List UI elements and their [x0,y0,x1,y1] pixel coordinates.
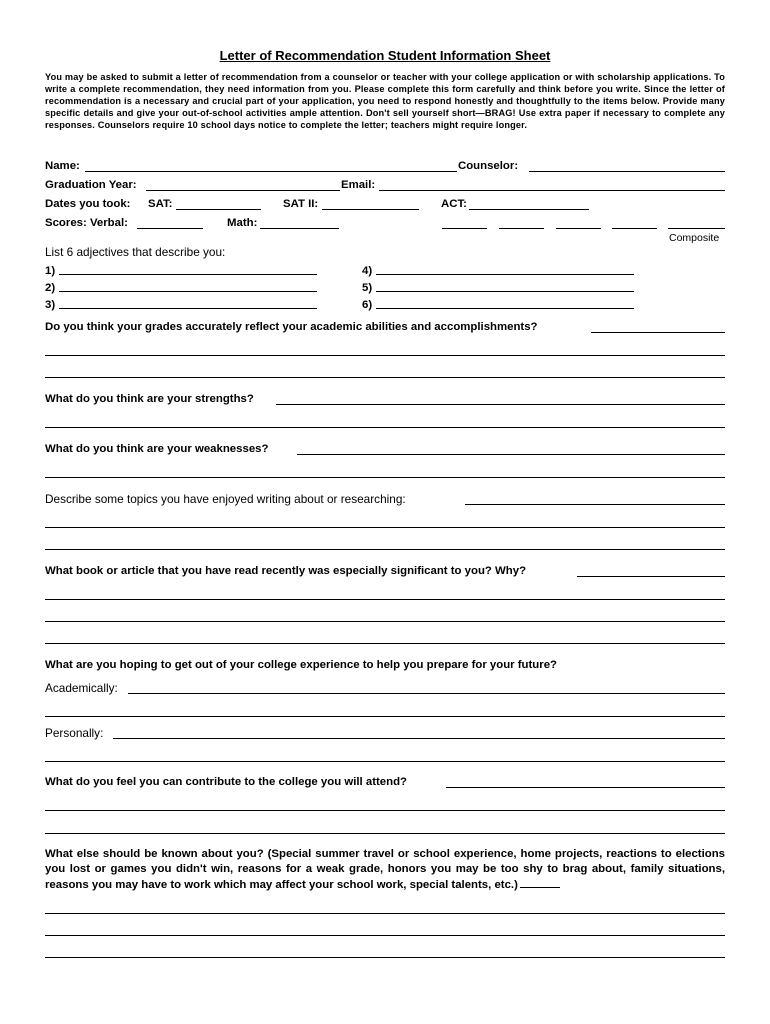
intro-paragraph: You may be asked to submit a letter of recommendation from a counselor or teacher with your college application or with scholarship applications. To write a complete recommendation, they need information from you. Please complete this form carefully and think before you write. Since the letter of recommendation is a necessary and crucial part of your application, you need to respond honestly and thoughtfully to the items below. Provide many specific details and give your out-of-school activities ample attention. Don't sell yourself short—BRAG! Use extra paper if necessary to complete any responses. Counselors require 10 school days notice to complete the letter; teachers might require longer. [45,72,725,131]
adjective-1-field[interactable] [59,274,317,275]
graduation-year-label: Graduation Year: [45,179,137,191]
topics-answer-field[interactable] [465,504,725,505]
dates-row [45,196,725,212]
answer-line[interactable] [45,549,725,550]
page-title: Letter of Recommendation Student Information Sheet [219,48,551,63]
adjective-number: 6) [362,299,373,311]
adjective-number: 4) [362,265,373,277]
answer-line[interactable] [45,377,725,378]
adjective-3-field[interactable] [59,308,317,309]
else-question-text: What else should be known about you? (Special summer travel or school experience, home projects, reactions to elections you lost or games you didn't win, reasons for a weak grade, honors you may be too shy to brag about, family situations, reasons you may have to work which may affect your school work, special talents, etc.) [45,848,725,891]
academically-field[interactable] [128,693,725,694]
answer-line[interactable] [45,599,725,600]
answer-line[interactable] [45,810,725,811]
sat2-label: SAT II: [283,198,319,210]
adjective-number: 2) [45,282,56,294]
email-field[interactable] [379,190,725,191]
form-page [45,0,725,1024]
answer-line[interactable] [45,621,725,622]
adjective-5-field[interactable] [376,291,634,292]
answer-line[interactable] [45,643,725,644]
dates-took-label: Dates you took: [45,198,131,210]
weaknesses-question: What do you think are your weaknesses? [45,443,269,455]
personally-field[interactable] [113,738,725,739]
act-label: ACT: [441,198,467,210]
adjective-number: 1) [45,265,56,277]
email-label: Email: [341,179,376,191]
academically-label: Academically: [45,681,118,695]
act-score-1-field[interactable] [442,228,487,229]
act-score-4-field[interactable] [612,228,657,229]
sat2-field[interactable] [322,209,419,210]
adjective-2-field[interactable] [59,291,317,292]
answer-line[interactable] [45,527,725,528]
weaknesses-answer-field[interactable] [297,454,725,455]
answer-line[interactable] [45,477,725,478]
answer-line[interactable] [45,716,725,717]
graduation-year-field[interactable] [146,190,340,191]
adjectives-prompt: List 6 adjectives that describe you: [45,245,226,259]
contribute-answer-field[interactable] [446,787,725,788]
counselor-label: Counselor: [458,160,519,172]
act-score-3-field[interactable] [556,228,601,229]
answer-line[interactable] [45,355,725,356]
answer-line[interactable] [45,913,725,914]
topics-question: Describe some topics you have enjoyed writing about or researching: [45,492,406,506]
strengths-question: What do you think are your strengths? [45,393,254,405]
composite-field[interactable] [668,228,725,229]
else-answer-field[interactable] [520,877,560,888]
book-question: What book or article that you have read recently was especially significant to you? Why? [45,565,527,577]
answer-line[interactable] [45,935,725,936]
grades-question: Do you think your grades accurately reflect your academic abilities and accomplishments? [45,321,538,333]
sat-label: SAT: [148,198,173,210]
strengths-answer-field[interactable] [276,404,725,405]
math-field[interactable] [260,228,339,229]
personally-label: Personally: [45,726,104,740]
answer-line[interactable] [45,427,725,428]
scores-row [45,215,725,231]
answer-line[interactable] [45,957,725,958]
math-label: Math: [227,217,258,229]
adjective-number: 5) [362,282,373,294]
act-score-2-field[interactable] [499,228,544,229]
adjective-number: 3) [45,299,56,311]
answer-line[interactable] [45,761,725,762]
name-field[interactable] [85,171,457,172]
book-answer-field[interactable] [577,576,725,577]
scores-verbal-label: Scores: Verbal: [45,217,128,229]
else-question [45,847,725,893]
composite-label: Composite [669,232,720,244]
grades-answer-field[interactable] [591,332,725,333]
sat-field[interactable] [176,209,261,210]
counselor-field[interactable] [529,171,725,172]
name-row [45,158,725,174]
graduation-row [45,177,725,193]
verbal-field[interactable] [137,228,203,229]
act-field[interactable] [469,209,589,210]
name-label: Name: [45,160,80,172]
adjective-4-field[interactable] [376,274,634,275]
adjective-6-field[interactable] [376,308,634,309]
college-question: What are you hoping to get out of your college experience to help you prepare for your future? [45,659,557,671]
answer-line[interactable] [45,833,725,834]
contribute-question: What do you feel you can contribute to the college you will attend? [45,776,407,788]
